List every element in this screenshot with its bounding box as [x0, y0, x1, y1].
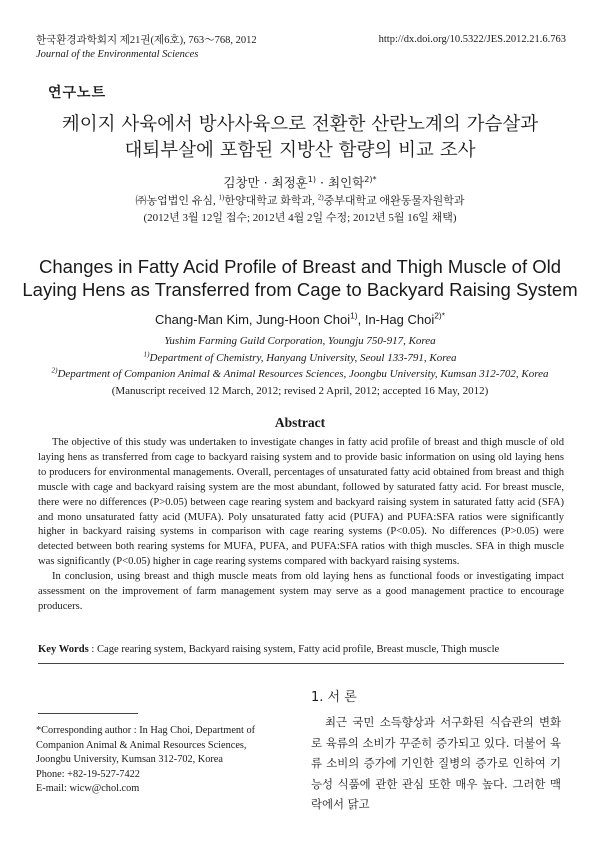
keywords-label: Key Words	[38, 644, 89, 655]
korean-affiliations	[0, 193, 600, 227]
introduction-body	[311, 712, 561, 815]
keywords	[38, 644, 564, 655]
affiliation-3-marker: 2)	[51, 366, 58, 375]
footnote-author: *Corresponding author : In Hag Choi, Department of Companion Animal & Animal Resources Sciences, Joongbu University, Kumsan 312-702, Korea	[36, 725, 258, 766]
journal-header	[36, 34, 257, 62]
english-authors: Chang-Man Kim, Jung-Hoon Choi$^{1)}$, In-Hag Choi$^{2)*}$	[154, 310, 446, 327]
abstract-heading: Abstract	[274, 415, 326, 430]
english-title-line1: Changes in Fatty Acid Profile of Breast and Thigh Muscle of Old	[38, 256, 562, 277]
affiliation-2-marker: 1)	[143, 349, 150, 358]
english-title-line2: Laying Hens as Transferred from Cage to Backyard Raising System	[22, 279, 578, 300]
section-divider	[38, 663, 564, 664]
journal-citation: 한국환경과학회지 제21권(제6호), 763～768, 2012	[36, 35, 257, 46]
corresponding-author-footnote	[36, 724, 281, 797]
article-type-label: 연구노트	[48, 85, 107, 101]
korean-title-line2: 대퇴부살에 포함된 지방산 함량의 비교 조사	[124, 140, 476, 161]
keywords-text: : Cage rearing system, Backyard raising system, Fatty acid profile, Breast muscle, Thigh muscle	[88, 644, 500, 655]
affiliation-3-marker: 2)	[317, 193, 324, 202]
introduction-paragraph: 최근 국민 소득향상과 서구화된 식습관의 변화로 육류의 소비가 꾸준히 증가되고 있다. 더불어 육류 소비의 증가에 기인한 질병의 증가로 인하여 기능성 식품에 관한 관심 또한 매우 높다. 그러한 맥락에서 닭고	[311, 715, 561, 811]
korean-author-2: 최정훈	[271, 175, 308, 190]
korean-affiliation-1: ㈜농업법인 유심,	[135, 195, 216, 207]
english-affiliation-1: Yushim Farming Guild Corporation, Youngju 750-917, Korea	[164, 335, 436, 347]
korean-author-3: 최인학	[328, 175, 365, 190]
manuscript-dates: (Manuscript received 12 March, 2012; revised 2 April, 2012; accepted 16 May, 2012)	[111, 384, 489, 397]
abstract-body	[38, 436, 564, 615]
english-title	[20, 255, 580, 301]
abstract-paragraph-2: In conclusion, using breast and thigh muscle meats from old laying hens as functional foods or investigating impact assessment on the improvement of farm management system may serve as a good management practice to encourage producers.	[38, 571, 564, 612]
author-2-marker: 1)	[307, 173, 317, 184]
abstract-paragraph-1: The objective of this study was undertaken to investigate changes in fatty acid profile of breast and thigh muscle of old laying hens as transferred from cage to backyard raising system and to provide basic information on using old laying hens to producers for environmental managements. Overall, percentages of unsaturated fatty acid obtained from breast and thigh muscle with cage and backyard raising system are the most abundant, followed by saturated fatty acid. For breast muscle, there were no differences (P>0.05) between cage rearing system and backyard raising system in saturated fatty acid (SFA) and mono unsaturated fatty acid (MUFA). Poly unsaturated fatty acid (PUFA) and PUFA:SFA ratios were significantly higher in backyard raising systems in comparison with cage rearing systems (P<0.05). No differences (P>0.05) were detected between both rearing systems for MUFA, PUFA, and PUFA:SFA ratios with thigh muscles. SFA in thigh muscle was significantly (P<0.05) higher in cage rearing systems compared with backyard raising systems.	[38, 437, 564, 568]
author-3-marker: 2)*	[364, 173, 377, 184]
english-affiliation-2: Department of Chemistry, Hanyang University, Seoul 133-791, Korea	[149, 351, 457, 364]
english-affiliations	[0, 333, 600, 399]
english-author-1: Chang-Man Kim,	[154, 312, 253, 327]
journal-name: Journal of the Environmental Sciences	[36, 49, 199, 60]
korean-dates: (2012년 3월 12일 접수; 2012년 4월 2일 수정; 2012년 5월 16일 채택)	[143, 212, 457, 224]
english-author-2: Jung-Hoon Choi	[256, 312, 351, 327]
footnote-divider	[38, 713, 138, 714]
korean-affiliation-3: 중부대학교 애완동물자원학과	[323, 195, 465, 207]
doi-link[interactable]: http://dx.doi.org/10.5322/JES.2012.21.6.763	[378, 34, 566, 45]
korean-affiliation-2: 한양대학교 화학과,	[224, 195, 315, 207]
author-separator: ·	[259, 175, 272, 190]
footnote-phone: Phone: +82-19-527-7422	[36, 768, 140, 780]
footnote-email[interactable]: E-mail: wicw@chol.com	[36, 783, 140, 795]
korean-title	[40, 112, 560, 164]
introduction-heading: 1. 서 론	[311, 690, 357, 705]
author-2-marker: 1)	[350, 310, 358, 321]
author-separator: ·	[316, 175, 328, 190]
english-affiliation-3: Department of Companion Animal & Animal Resources Sciences, Joongbu University, Kumsan 312-702, Korea	[57, 368, 549, 380]
english-author-3: In-Hag Choi	[364, 312, 435, 327]
author-3-marker: 2)*	[434, 310, 446, 321]
korean-authors	[0, 173, 600, 191]
affiliation-2-marker: 1)	[218, 193, 225, 202]
korean-title-line1: 케이지 사육에서 방사사육으로 전환한 산란노계의 가슴살과	[61, 114, 539, 135]
korean-author-1: 김창만	[223, 175, 260, 190]
